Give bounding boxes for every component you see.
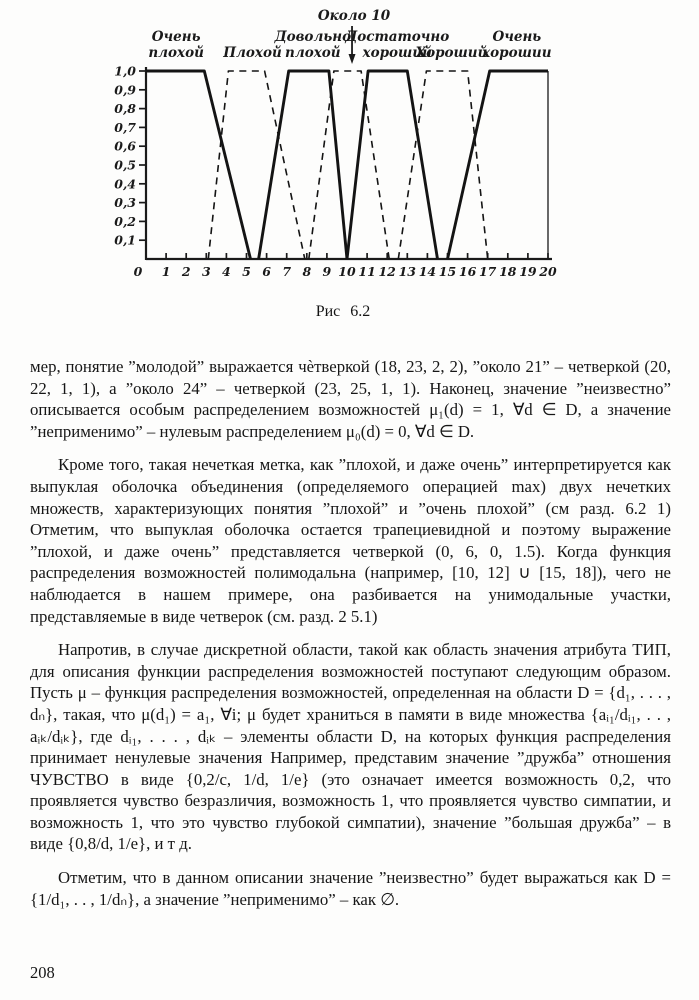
x-tick-label: 0 [133, 264, 143, 279]
paragraph-2: Кроме того, такая нечеткая метка, как ”плохой, и даже очень” интерпретируется как выпуклая оболочка объединения (определяемого операцией max) двух нечетких множеств, характеризующих понятия ”плохой” и ”очень плохой” (см разд. 6.2 1) Отметим, что выпуклая оболочка остается трапециевидной и поэтому выражение ”плохой, и даже очень” представляется четверкой (0, 6, 0, 1.5). Когда функция распределения возможностей полимодальна (например, [10, 12] ∪ [15, 18]), чего не наблюдается в нашем примере, она разбивается на унимодальные участки, представляемые в виде четверок (см. разд. 2 5.1) [30, 455, 671, 626]
curve-label: Плохой [223, 45, 282, 61]
x-tick-label: 8 [302, 264, 312, 279]
y-tick-label: 0,2 [114, 213, 136, 229]
x-tick-label: 5 [242, 264, 251, 279]
membership-functions-chart [103, 4, 583, 290]
x-tick-label: 16 [458, 264, 477, 279]
curve-label: Очень хорошии [482, 29, 552, 61]
x-tick-label: 19 [519, 264, 537, 279]
x-tick-label: 18 [499, 264, 517, 279]
curve-label: Хороший [415, 45, 488, 61]
paragraph-4: Отметим, что в данном описании значение ”неизвестно” будет выражаться как D = {1/d₁, . . , 1/dₙ}, а значение ”неприменимо” – как ∅. [30, 868, 671, 909]
x-tick-label: 13 [398, 264, 417, 279]
membership-curve-1 [208, 71, 304, 259]
figure-caption: Рис 6.2 [315, 303, 371, 320]
x-tick-label: 9 [322, 264, 332, 279]
x-tick-label: 20 [539, 264, 557, 279]
membership-curve-0 [146, 71, 251, 259]
curve-label: Около 10 [317, 8, 391, 24]
y-tick-label: 0,8 [114, 101, 136, 117]
x-tick-label: 6 [262, 264, 271, 279]
x-tick-label: 4 [222, 264, 231, 279]
x-tick-label: 17 [478, 264, 497, 279]
curve-label: Достаточно хороший [345, 29, 450, 61]
y-tick-label: 0,9 [114, 82, 136, 98]
curve-label: Очень плохой [148, 29, 204, 61]
y-tick-label: 0,3 [114, 195, 136, 211]
x-tick-label: 3 [201, 264, 211, 279]
paragraph-1: мер, понятие ”молодой” выражается чѐтверкой (18, 23, 2, 2), ”около 21” – четверкой (20, 22, 1, 1), а ”около 24” – четверкой (23, 25, 1, 1). Наконец, значение ”неизвестно” описывается особым распределением возможностей μ₁(d) = 1, ∀d ∈ D, а значение ”неприменимо” – нулевым распределением μ₀(d) = 0, ∀d ∈ D. [30, 357, 671, 441]
x-tick-label: 12 [378, 264, 396, 279]
y-tick-label: 0,7 [114, 119, 136, 135]
body-text [30, 356, 671, 922]
x-tick-label: 15 [438, 264, 457, 279]
y-tick-label: 0,1 [114, 232, 136, 248]
x-tick-label: 1 [161, 264, 171, 279]
x-tick-label: 7 [282, 264, 292, 279]
ticks [114, 64, 557, 280]
y-tick-label: 0,4 [114, 176, 136, 192]
membership-curve-6 [448, 71, 549, 259]
x-tick-label: 2 [181, 264, 191, 279]
down-arrow-head-icon [349, 54, 356, 64]
membership-curve-4 [347, 71, 438, 259]
curve-label: Довольно плохой [274, 29, 352, 61]
x-tick-label: 10 [338, 264, 356, 279]
curve-labels [148, 8, 551, 64]
x-tick-label: 11 [358, 264, 376, 279]
page-number: 208 [30, 963, 55, 982]
figure-6-2 [103, 4, 583, 321]
x-tick-label: 14 [418, 264, 437, 279]
y-tick-label: 0,5 [114, 157, 136, 173]
membership-curve-2 [259, 71, 347, 259]
paragraph-3: Напротив, в случае дискретной области, такой как область значения атрибута ТИП, для описания функции распределения возможностей поступают следующим образом. Пусть μ – функция распределения возможностей, определенная на области D = {d₁, . . . , dₙ}, такая, что μ(d₁) = a₁, ∀i; μ будет храниться в памяти в виде множества {aᵢ₁/dᵢ₁, . . , aᵢₖ/dᵢₖ}, где dᵢ₁, . . . , dᵢₖ – элементы области D, на которых функция распределения принимает ненулевые значения Например, представим значение ”дружба” отношения ЧУВСТВО в виде {0,2/c, 1/d, 1/e} (это означает имеется возможность 0,2, что проявляется чувство безразличия, возможность 1, что проявляется чувство симпатии, и возможность 1, что это чувство глубокой симпатии), значение ”большая дружба” – в виде {0,8/d, 1/e}, и т д. [30, 640, 671, 854]
y-tick-label: 0,6 [114, 138, 136, 154]
y-tick-label: 1,0 [114, 63, 136, 79]
curves [146, 71, 548, 259]
